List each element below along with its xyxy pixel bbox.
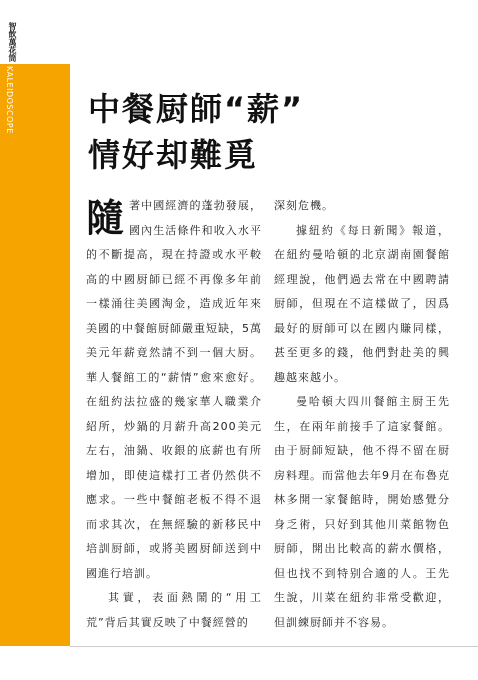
paragraph-1-text: 著中國經濟的蓬勃發展，國內生活條件和收入水平的不斷提高，現在持證或水平較高的中國厨師已經不再像多年前一樣涌往美國淘金，造成近年來美國的中餐館厨師嚴重短缺，5萬美元年薪竟然請不到一個大厨。華人餐館工的“薪情”愈來愈好。在紐約法拉盛的幾家華人職業介紹所，炒鍋的月薪升高200美元左右，油鍋、收銀的底薪也有所增加，即使這樣打工者仍然供不應求。一些中餐館老板不得不退而求其次，在無經驗的新移民中培訓厨師，或將美國厨師送到中國進行培訓。 [86, 199, 262, 580]
article-title [88, 86, 468, 178]
paragraph-2: 其實，表面熱鬧的“用工荒”背后其實反映了中餐經營的 [86, 591, 262, 629]
paragraph-3: 據紐約《每日新聞》報道，在紐約曼哈頓的北京湖南園餐館經理說，他們過去常在中國聘請厨師，但現在不這樣做了，因爲最好的厨師可以在國内賺同樣，甚至更多的錢，他們對赴美的興趣越來越小。 [274, 223, 450, 384]
paragraph-1 [86, 194, 262, 586]
drop-cap: 隨 [86, 196, 126, 240]
bottom-divider [70, 646, 478, 647]
left-column [86, 194, 262, 635]
kaleidoscope-label: KALEIDOSCOPE [5, 66, 14, 134]
right-column [274, 194, 450, 635]
section-label: 智飲萬花筒 [8, 22, 17, 62]
title-line-1: 中餐厨師“薪” [88, 90, 305, 128]
paragraph-2-continued: 深刻危機。 [274, 199, 334, 212]
paragraph-4: 曼哈頓大四川餐館主厨王先生，在兩年前接手了這家餐館。由于厨師短缺，他不得不留在厨房料理。而當他去年9月在布魯克林多開一家餐館時，開始感覺分身乏術，只好到其他川菜館物色厨師，開出比較高的薪水價格，但也找不到特别合適的人。王先生說，川菜在紐約非常受歡迎，但訓練厨師并不容易。 [274, 395, 450, 629]
orange-sidebar [0, 64, 70, 646]
title-line-2: 情好却難覓 [88, 136, 259, 174]
